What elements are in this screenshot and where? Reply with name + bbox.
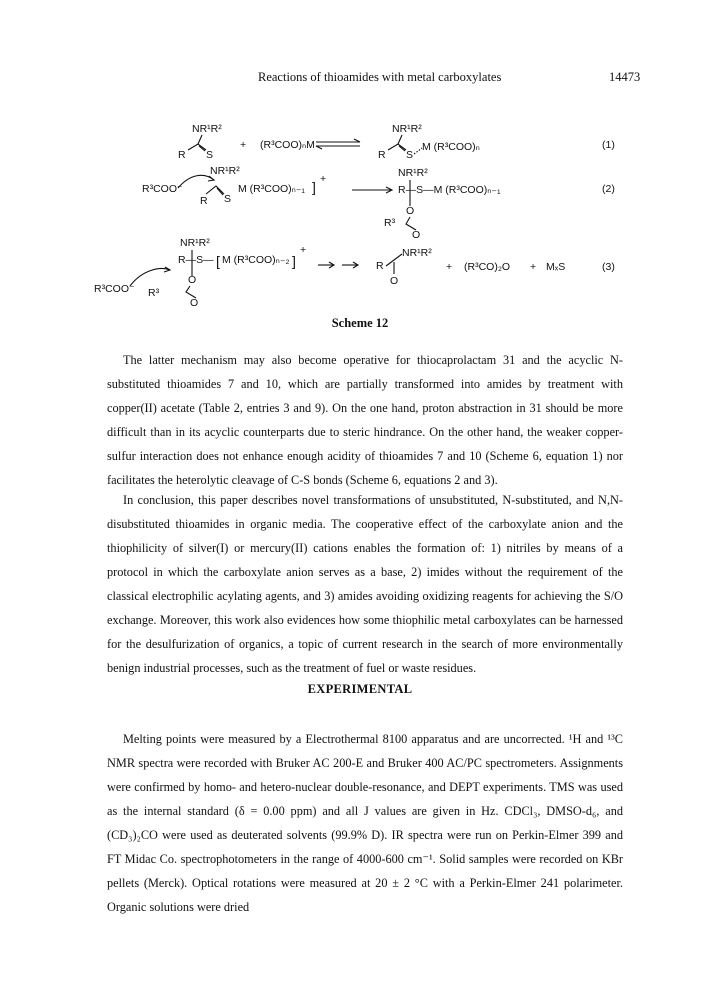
- reaction-scheme: [90, 110, 650, 310]
- eq3-product-group: NR¹R²: [402, 247, 432, 259]
- equation-1: [178, 123, 615, 161]
- eq3-anion: R³COO⁻: [94, 283, 135, 295]
- eq1-coordination: [414, 148, 422, 154]
- eq1-plus: +: [240, 139, 247, 151]
- eq2-bracket: ]: [312, 179, 316, 195]
- eq1-number: (1): [602, 139, 615, 151]
- eq1-right-r: R: [378, 149, 386, 161]
- equation-3: [94, 237, 615, 309]
- eq1-right-metal: M (R³COO)ₙ: [422, 141, 480, 153]
- eq3-o1: O: [188, 274, 197, 286]
- eq3-product-r: R: [376, 260, 384, 272]
- eq2-electron-arrow: [178, 175, 214, 188]
- eq1-right-s: S: [406, 149, 414, 161]
- eq3-o2: O: [190, 297, 199, 309]
- eq3-bracket-open: [: [216, 253, 220, 269]
- eq2-product-group: NR¹R²: [398, 167, 428, 179]
- eq3-sulfide: MₓS: [546, 261, 566, 273]
- eq2-group: NR¹R²: [210, 165, 240, 177]
- eq3-anhydride: (R³CO)₂O: [464, 261, 511, 273]
- section-heading: EXPERIMENTAL: [307, 682, 413, 696]
- scheme-caption: Scheme 12: [331, 316, 389, 330]
- eq3-chain: R—S—: [178, 254, 214, 266]
- eq3-group: NR¹R²: [180, 237, 210, 249]
- eq2-number: (2): [602, 183, 615, 195]
- eq2-s: S: [224, 193, 232, 205]
- eq3-r3: R³: [148, 287, 160, 299]
- body-paragraph-2: In conclusion, this paper describes novel transformations of unsubstituted, N-substituted, and N,N-disubstituted thioamides in organic media. The cooperative effect of the carboxylate anion and the thiophilicity of silver(I) or mercury(II) cations enables the formation of: 1) nitriles by means of a protocol in which the carboxylate anion serves as a base, 2) imides without the requirement of the classical electrophilic acylating agents, and 3) amides avoiding oxidizing reagents for achieving the S/O exchange. Moreover, this work also evidences how some thiophilic metal carboxylates can be harnessed for the desulfurization of organics, a topic of current research in the search of more environmentally benign industrial processes, such as the treatment of fuel or waste residues.: [107, 493, 623, 675]
- eq3-plus-1: +: [446, 261, 453, 273]
- eq3-product-o: O: [390, 275, 399, 287]
- eq2-product-o1: O: [406, 205, 415, 217]
- eq3-bracket-close: ]: [292, 253, 296, 269]
- eq3-metal: M (R³COO)ₙ₋₂: [222, 254, 290, 266]
- body-paragraph-3: Melting points were measured by a Electrothermal 8100 apparatus and are uncorrected. ¹H and ¹³C NMR spectra were recorded with Bruker AC 200-E and Bruker 400 AC/PC spectrometers. Assignments were confirmed by homo- and hetero-nuclear double-resonance, and DEPT experiments. TMS was used as the internal standard (δ = 0.00 ppm) and all J values are given in Hz. CDCl₃, DMSO-d₆, and (CD₃)₂CO were used as deuterated solvents (99.9% D). IR spectra were run on Perkin-Elmer 399 and FT Midac Co. spectrophotometers in the range of 4000-600 cm⁻¹. Solid samples were recorded on KBr pellets (Merck). Optical rotations were measured at 20 ± 2 °C with a Perkin-Elmer 241 polarimeter. Organic solutions were dried: [107, 732, 623, 914]
- eq2-product-o2: O: [412, 229, 421, 241]
- body-paragraph-1: The latter mechanism may also become operative for thiocaprolactam 31 and the acyclic N-substituted thioamides 7 and 10, which are partially transformed into amides by treatment with copper(II) acetate (Table 2, entries 3 and 9). On the one hand, proton abstraction in 31 should be more difficult than in its acyclic counterparts due to steric hindrance. On the other hand, the weaker copper-sulfur interaction does not enhance enough acidity of thioamides 7 and 10 (Scheme 6, equation 1) nor facilitates the heterolytic cleavage of C-S bonds (Scheme 6, equations 2 and 3).: [107, 353, 623, 487]
- eq1-bond: [198, 135, 202, 144]
- eq2-metal: M (R³COO)ₙ₋₁: [238, 183, 305, 195]
- eq2-r: R: [200, 195, 208, 207]
- eq1-right-group: NR¹R²: [392, 123, 422, 135]
- eq3-number: (3): [602, 261, 615, 273]
- equation-2: [142, 165, 615, 241]
- eq1-reagent: (R³COO)ₙM: [260, 139, 315, 151]
- eq3-electron-arrow: [130, 269, 170, 286]
- eq1-left-r: R: [178, 149, 186, 161]
- eq1-bond: [398, 135, 402, 144]
- eq3-charge: +: [300, 244, 307, 256]
- eq3-plus-2: +: [530, 261, 537, 273]
- running-title: Reactions of thioamides with metal carboxylates: [258, 70, 502, 84]
- page-number: 14473: [609, 70, 641, 84]
- eq1-left-group: NR¹R²: [192, 123, 222, 135]
- eq2-product-chain: R—S—M (R³COO)ₙ₋₁: [398, 184, 501, 196]
- eq2-charge: +: [320, 173, 327, 185]
- eq1-left-s: S: [206, 149, 214, 161]
- eq2-product-r3: R³: [384, 217, 396, 229]
- eq2-anion: R³COO⁻: [142, 183, 183, 195]
